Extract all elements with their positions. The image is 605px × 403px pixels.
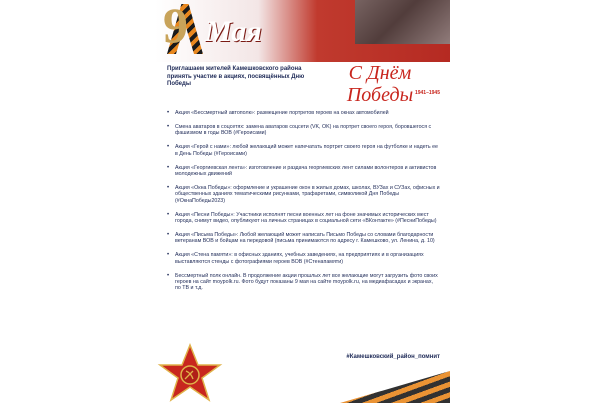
bullet-icon: • [167, 123, 170, 130]
bullet-icon: • [167, 252, 170, 259]
st-george-ribbon-bottom [340, 363, 450, 403]
bullet-icon: • [167, 231, 170, 238]
list-item: • Акция «Письма Победы»: Любой желающий может написать Письмо Победы со словами благодарности ветеранам ВОВ и бойцам на передовой (письма принимаются по адресу г. Камешково, ул. Ленина, д. 10) [167, 231, 435, 245]
bullet-icon: • [167, 144, 170, 151]
war-years: 1941–1945 [414, 90, 440, 96]
bullet-icon: • [167, 272, 170, 279]
hashtag: #Камешковский_район_помнит [346, 354, 440, 360]
victory-day-poster [155, 0, 450, 403]
bullet-icon: • [167, 184, 170, 191]
date-month: Мая [205, 15, 262, 48]
list-item: • Смена аватаров в соцсетях: замена аватаров соцсети (VK, OK) на портрет своего героя, боровшегося с фашизмом в годы ВОВ (#Героисами) [167, 123, 432, 137]
list-item: • Акция «Бессмертный автополк»: размещение портретов героев на окнах автомобилей [167, 110, 389, 116]
list-item: • Акция «Стена памяти»: в офисных зданиях, учебных заведениях, на предприятиях и в организациях выставляются стенды с фотографиями героев ВОВ (#Стенапамяти) [167, 252, 424, 265]
list-item: • Акция «Окна Победы»: оформление и украшение окон в жилых домах, школах, ВУЗах и СУЗах, офисных и общественных зданиях тематическими рисунками, трафаретами, символикой Дня Победы (#ОкнаПобеды2023) [167, 184, 440, 204]
order-star-icon [155, 343, 225, 403]
bullet-icon: • [167, 110, 170, 116]
list-item: • Акция «Георгиевская лента»: изготовление и раздача георгиевских лент силами волонтеров и активистов молодежных движений [167, 164, 437, 177]
war-photo [355, 0, 450, 44]
actions-list [165, 110, 440, 299]
bullet-icon: • [167, 211, 170, 218]
date-number: 9 [163, 0, 188, 53]
list-item: • Бессмертный полк онлайн. В продолжение акции прошлых лет все желающие могут загрузить фото своих героев на сайт moypolk.ru. Фото будут показаны 9 мая на сайте moypolk.ru, на медиафасадах и экранах, по ТВ и т.д. [167, 272, 438, 292]
intro-text: Приглашаем жителей Камешковского района принять участие в акциях, посвящённых Дню Победы [167, 66, 305, 87]
victory-day-title: С Днём Победы [346, 62, 414, 106]
bullet-icon: • [167, 164, 170, 171]
list-item: • Акция «Песни Победы»: Участники исполнят песни военных лет на фоне значимых исторических мест города, снимут видео, опубликуют на личных страницах в социальной сети «ВКонтакте» (#ПесниПобеды) [167, 211, 437, 224]
list-item: • Акция «Герой с нами»: любой желающий может напечатать портрет своего героя на футболке и надеть ее в День Победы (#Героисами) [167, 144, 439, 157]
